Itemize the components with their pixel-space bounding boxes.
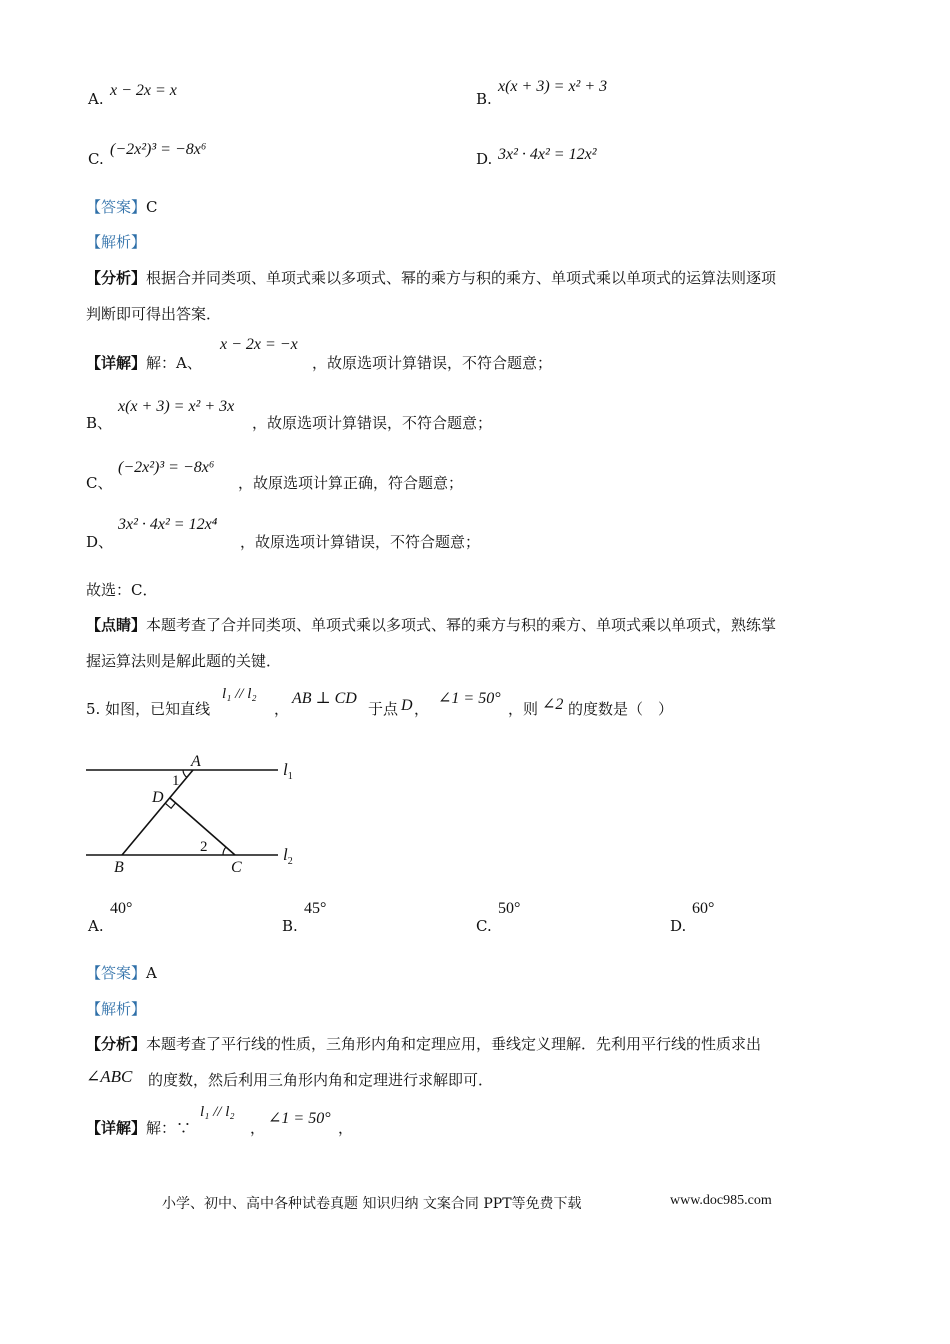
label-c: C <box>231 859 242 876</box>
q5-stem-part2: ， <box>274 700 290 718</box>
q5-stem-part4: ， <box>414 700 430 718</box>
detail-d-math: 3x² · 4x² = 12x⁴ <box>118 516 218 533</box>
analysis-tag: 【解析】 <box>86 233 147 251</box>
fenxi-text: 根据合并同类项、单项式乘以多项式、幂的乘方与积的乘方、单项式乘以单项式的运算法则逐项 <box>146 269 777 287</box>
detail-b-prefix: B、 <box>86 414 113 432</box>
footer-text: 小学、初中、高中各种试卷真题 知识归纳 文案合同 PPT等免费下载 <box>162 1196 582 1212</box>
q5-detail-prefix: 解：∵ <box>146 1119 192 1137</box>
q4-option-b-label: B. <box>476 90 492 108</box>
q4-option-a-math: x − 2x = x <box>110 82 177 99</box>
label-l1: $l_1$ <box>283 760 293 782</box>
label-d: D <box>152 789 164 806</box>
q5-fenxi-text: 本题考查了平行线的性质，三角形内角和定理应用，垂线定义理解．先利用平行线的性质求出 <box>146 1035 762 1053</box>
segment-ab <box>122 770 193 855</box>
label-b: B <box>114 859 124 876</box>
q5-option-d-math: 60° <box>692 900 715 917</box>
q5-stem-part5: ，则 <box>508 700 539 718</box>
angle-1-arc <box>183 770 187 778</box>
label-l2: $l_2$ <box>283 845 293 867</box>
detail-b-math: x(x + 3) = x² + 3x <box>118 398 235 415</box>
q5-detail-tag: 【详解】 <box>86 1119 147 1137</box>
fenxi-text-line2: 判断即可得出答案． <box>86 305 222 323</box>
q5-answer-tag: 【答案】 <box>86 964 147 982</box>
choose-text: 故选：C． <box>86 581 158 599</box>
q5-detail-parallel-math: l₁ // l₂ <box>200 1104 235 1120</box>
answer-value: C <box>146 198 158 216</box>
detail-c-text: ，故原选项计算正确，符合题意； <box>238 474 464 492</box>
q5-option-b-math: 45° <box>304 900 327 917</box>
detail-a-text: ，故原选项计算错误，不符合题意； <box>312 354 553 372</box>
label-angle-1: 1 <box>172 773 180 789</box>
q5-fenxi-tag: 【分析】 <box>86 1035 147 1053</box>
q4-option-c-label: C. <box>88 150 104 168</box>
q5-stem-part6: 的度数是（ ） <box>568 700 674 718</box>
detail-a-math: x − 2x = −x <box>220 336 298 353</box>
fenxi-tag: 【分析】 <box>86 269 147 287</box>
q5-fenxi-angle-math: ∠ABC <box>86 1067 133 1086</box>
q5-detail-comma2: ， <box>338 1119 354 1137</box>
q4-option-d-label: D. <box>476 150 493 168</box>
q5-option-c-label: C. <box>476 917 492 935</box>
q5-option-d-label: D. <box>670 917 687 935</box>
q5-stem-angle2-math: ∠2 <box>542 696 564 713</box>
detail-tag: 【详解】 <box>86 354 147 372</box>
q4-option-a-label: A. <box>88 90 104 108</box>
q5-option-a-math: 40° <box>110 900 133 917</box>
footer-url[interactable]: www.doc985.com <box>670 1193 772 1208</box>
detail-c-math: (−2x²)³ = −8x⁶ <box>118 459 215 476</box>
detail-d-prefix: D、 <box>86 533 114 551</box>
label-angle-2: 2 <box>200 839 208 855</box>
q4-option-b-math: x(x + 3) = x² + 3 <box>498 78 608 95</box>
q5-option-a-label: A. <box>88 917 104 935</box>
detail-b-text: ，故原选项计算错误，不符合题意； <box>252 414 493 432</box>
label-a: A <box>191 753 201 770</box>
q5-detail-comma1: ， <box>250 1119 266 1137</box>
q5-stem-perp-math: AB ⊥ CD <box>292 690 357 707</box>
q5-stem-part3: 于点 <box>368 700 399 718</box>
geometry-figure <box>80 748 310 883</box>
detail-c-prefix: C、 <box>86 474 113 492</box>
dianjing-tag: 【点睛】 <box>86 616 147 634</box>
answer-tag: 【答案】 <box>86 198 147 216</box>
detail-prefix: 解：A、 <box>146 354 202 372</box>
detail-d-text: ，故原选项计算错误，不符合题意； <box>240 533 481 551</box>
q4-option-d-math: 3x² · 4x² = 12x² <box>498 146 597 163</box>
dianjing-text: 本题考查了合并同类项、单项式乘以多项式、幂的乘方与积的乘方、单项式乘以单项式，熟练掌 <box>146 616 777 634</box>
q5-option-b-label: B. <box>282 917 298 935</box>
angle-2-arc <box>223 847 226 855</box>
q5-stem-parallel-math: l₁ // l₂ <box>222 686 257 702</box>
q5-fenxi-text-line2: 的度数，然后利用三角形内角和定理进行求解即可． <box>148 1071 494 1089</box>
q5-analysis-tag: 【解析】 <box>86 1000 147 1018</box>
q5-answer-value: A <box>146 964 157 982</box>
q5-stem-point-d: D <box>401 697 413 714</box>
q5-detail-angle-math: ∠1 = 50° <box>268 1110 331 1127</box>
q5-option-c-math: 50° <box>498 900 521 917</box>
q5-stem-angle1-math: ∠1 = 50° <box>438 690 501 707</box>
q5-stem-part1: 5. 如图，已知直线 <box>86 700 211 718</box>
q4-option-c-math: (−2x²)³ = −8x⁶ <box>110 141 207 158</box>
dianjing-text-line2: 握运算法则是解此题的关键． <box>86 652 282 670</box>
right-angle-mark <box>166 803 176 808</box>
